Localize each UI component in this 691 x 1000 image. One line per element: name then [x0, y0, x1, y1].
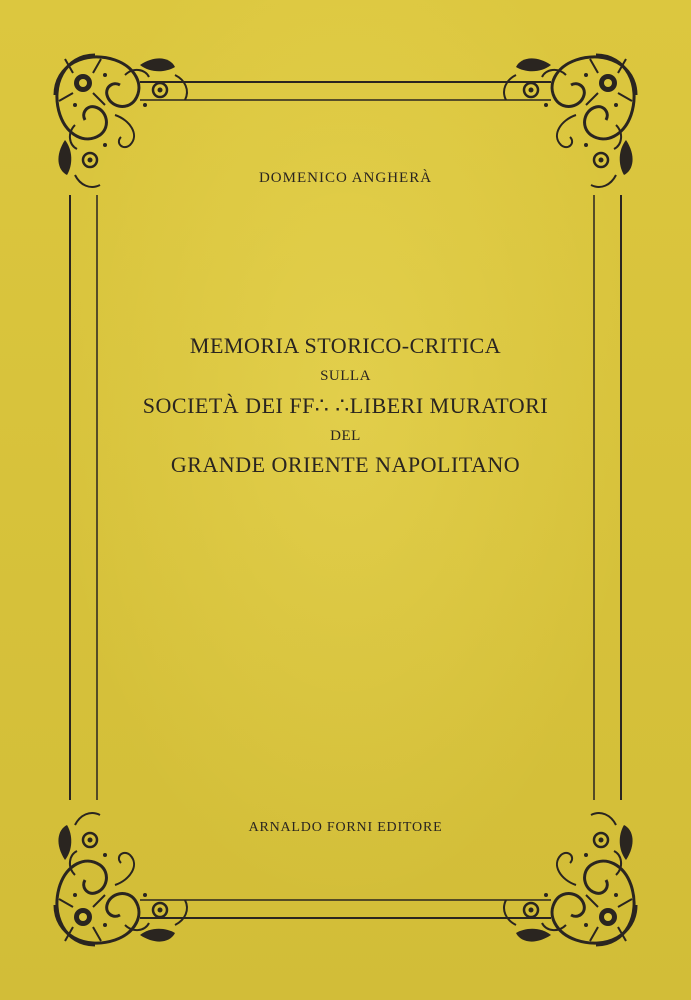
floral-scroll-icon	[55, 55, 187, 187]
title-line-4: DEL	[330, 428, 361, 444]
title-line-2: SULLA	[320, 368, 371, 384]
frame-rules	[70, 82, 621, 918]
floral-scroll-icon	[504, 55, 636, 187]
title-line-1: MEMORIA STORICO-CRITICA	[189, 333, 502, 358]
author-name: DOMENICO ANGHERÀ	[258, 170, 433, 186]
title-line-5: GRANDE ORIENTE NAPOLITANO	[170, 452, 521, 477]
publisher-name: ARNALDO FORNI EDITORE	[248, 820, 443, 835]
title-line-3: SOCIETÀ DEI FF∴ ∴LIBERI MURATORI	[142, 393, 549, 418]
